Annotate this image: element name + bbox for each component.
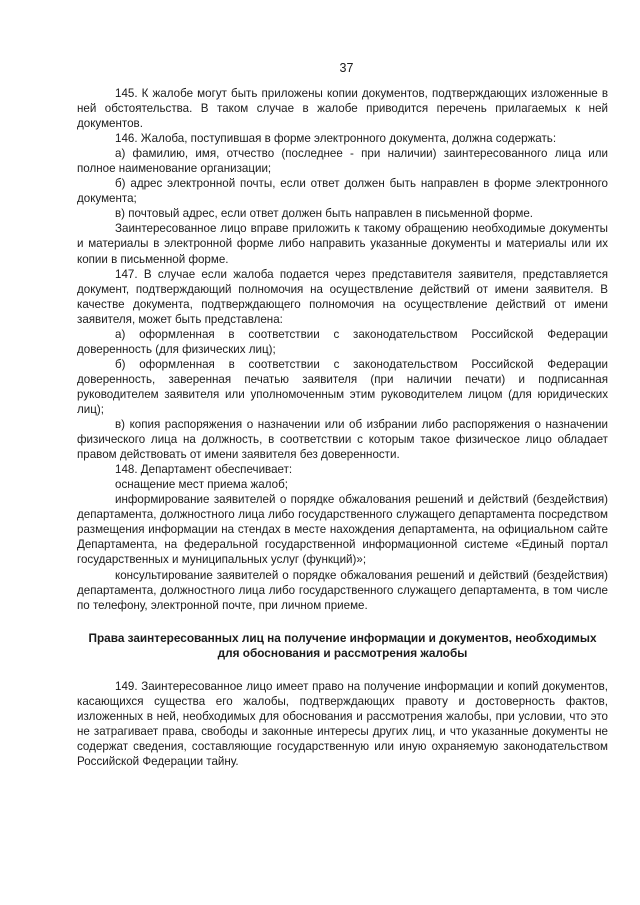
paragraph-149: 149. Заинтересованное лицо имеет право на получение информации и копий документов, касающихся существа его жалобы, подтверждающих правоту и достоверность фактов, изложенных в ней, необходимых для обоснования и рассмотрения жалобы, при условии, что это не затрагивает права, свободы и законные интересы других лиц, и что указанные документы не содержат сведения, составляющие государственную или иную охраняемую законодательством Российской Федерации тайну. <box>77 679 608 768</box>
paragraph-147-b: б) оформленная в соответствии с законодательством Российской Федерации доверенность, заверенная печатью заявителя (при наличии печати) и подписанная руководителем заявителя или уполномоченным этим руководителем лицом (для юридических лиц); <box>77 357 608 416</box>
paragraph-147-c: в) копия распоряжения о назначении или об избрании либо распоряжения о назначении физического лица на должность, в соответствии с которым такое физическое лицо обладает правом действовать от имени заявителя без доверенности. <box>77 418 608 462</box>
paragraph-146-a: а) фамилию, имя, отчество (последнее - при наличии) заинтересованного лица или полное наименование организации; <box>77 147 608 176</box>
paragraph-146: 146. Жалоба, поступившая в форме электронного документа, должна содержать: <box>115 132 557 146</box>
paragraph-148: 148. Департамент обеспечивает: <box>115 463 293 477</box>
paragraph-145: 145. К жалобе могут быть приложены копии документов, подтверждающих изложенные в ней обстоятельства. В таком случае в жалобе приводится перечень прилагаемых к ней документов. <box>77 87 608 131</box>
paragraphs-before <box>77 86 608 613</box>
paragraph-148-consulting: консультирование заявителей о порядке обжалования решений и действий (бездействия) департамента, должностного лица либо государственного служащего департамента, в том числе по телефону, электронной почте, при личном приеме. <box>77 568 608 612</box>
paragraph-147: 147. В случае если жалоба подается через представителя заявителя, представляется документ, подтверждающий полномочия на осуществление действий от имени заявителя. В качестве документа, подтверждающего полномочия на осуществление действий от имени заявителя, может быть представлена: <box>77 267 608 326</box>
body-text <box>77 86 608 769</box>
paragraph-146-c: в) почтовый адрес, если ответ должен быть направлен в письменной форме. <box>115 207 534 221</box>
page-number: 37 <box>339 61 354 75</box>
paragraph-148-equipment: оснащение мест приема жалоб; <box>115 478 288 492</box>
paragraph-146-b: б) адрес электронной почты, если ответ должен быть направлен в форме электронного документа; <box>77 177 608 206</box>
paragraphs-after <box>77 679 608 769</box>
paragraph-147-a: а) оформленная в соответствии с законодательством Российской Федерации доверенность (для физических лиц); <box>77 327 608 356</box>
paragraph-148-informing: информирование заявителей о порядке обжалования решений и действий (бездействия) департамента, должностного лица либо государственного служащего департамента посредством размещения информации на стендах в месте нахождения департамента, на официальном сайте Департамента, на федеральной государственной информационной системе «Единый портал государственных и муниципальных услуг (функций)»; <box>77 493 608 567</box>
section-heading: Права заинтересованных лиц на получение информации и документов, необходимых для обоснования и рассмотрения жалобы <box>88 630 597 660</box>
paragraph-146-attachments: Заинтересованное лицо вправе приложить к такому обращению необходимые документы и материалы в электронной форме либо направить указанные документы и материалы или их копии в письменной форме. <box>77 222 608 266</box>
